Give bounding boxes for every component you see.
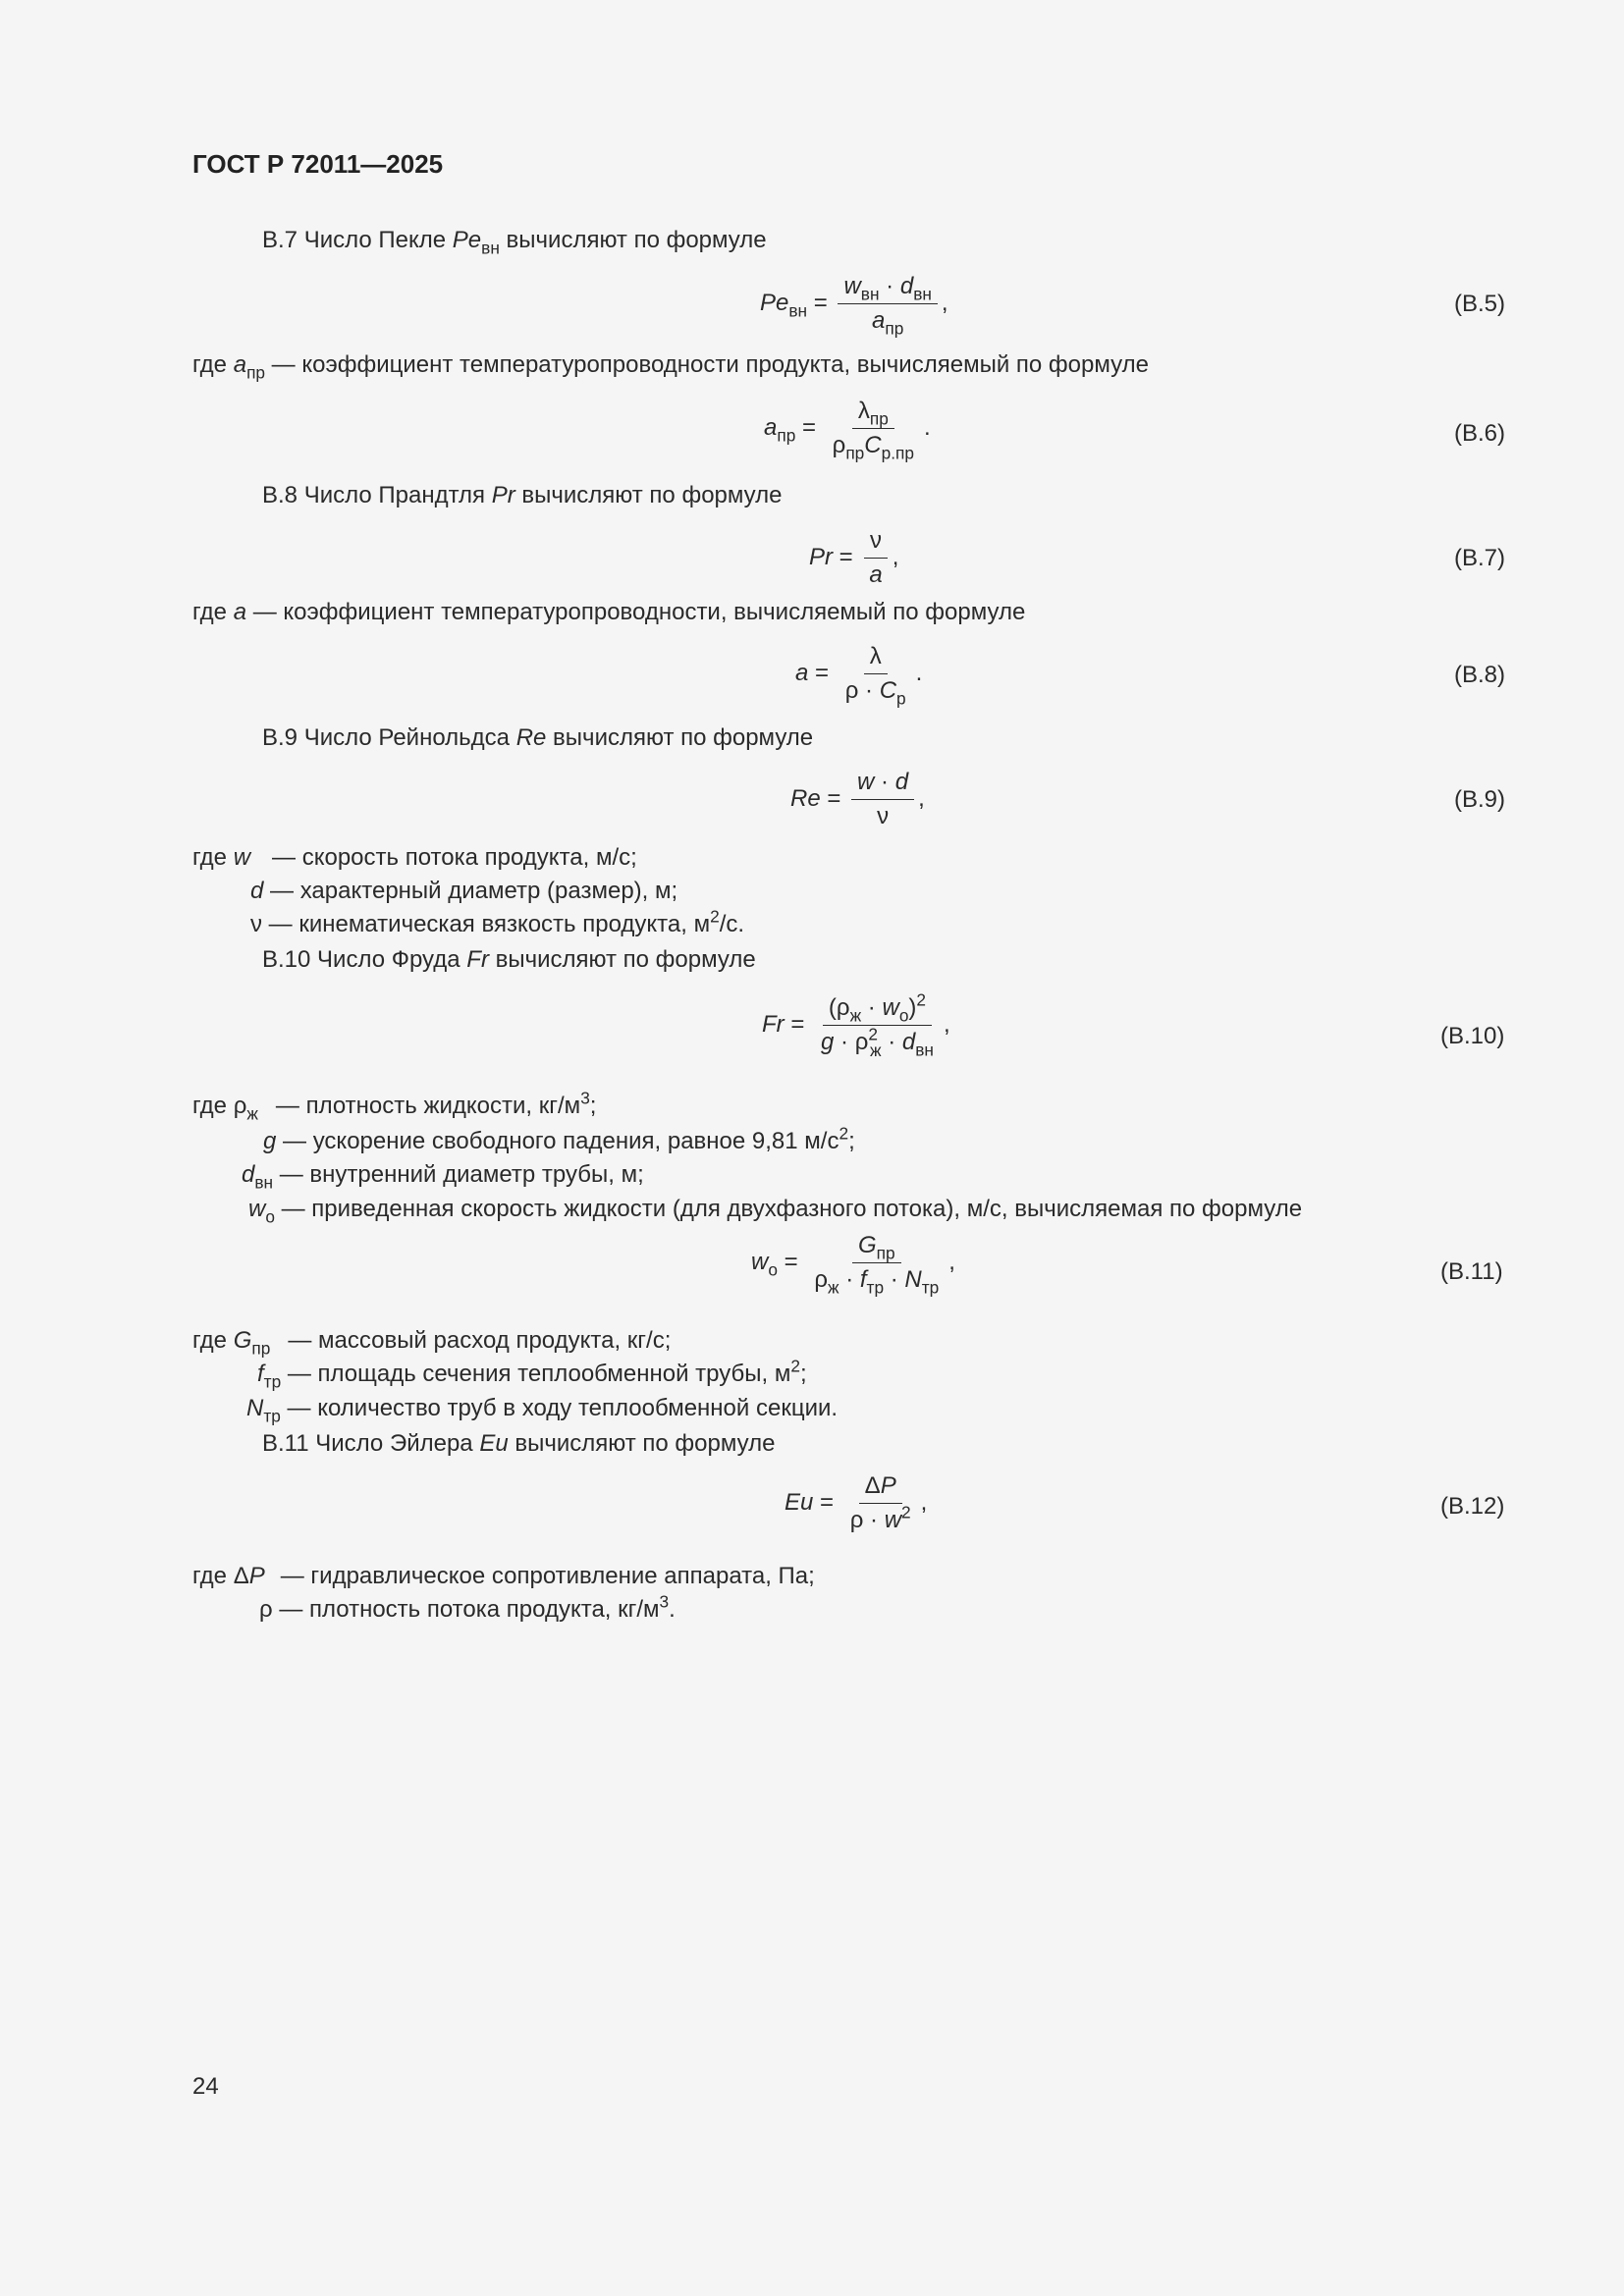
- where-wo-item-3: $N_{тр}$ — количество труб в ходу теплообменной секции.: [246, 1395, 839, 1426]
- formula-number-b9: (В.9): [1454, 786, 1506, 813]
- where-fr-item-2: g — ускорение свободного падения, равное 9,81 $м/с^2$;: [263, 1123, 855, 1154]
- where-eu-item-1: где ΔP — гидравлическое сопротивление аппарата, Па;: [192, 1563, 815, 1589]
- section-b10-intro: В.10 Число Фруда Fr вычисляют по формуле: [262, 946, 756, 973]
- formula-b9: Re = $\frac{w \cdot d}{\nu}$ ,: [790, 769, 925, 829]
- section-b7-intro: В.7 Число Пекле $Pe_{вн}$ вычисляют по формуле: [262, 227, 767, 258]
- formula-number-b6: (В.6): [1454, 420, 1506, 447]
- formula-b7: Pr = $\frac{\nu}{a}$ ,: [809, 527, 899, 588]
- where-eu-item-2: ρ — плотность потока продукта, $кг/м^3$.: [259, 1591, 676, 1623]
- where-wo-item-1: где $G_{пр}$ — массовый расход продукта, кг/с;: [192, 1327, 672, 1359]
- section-b9-intro: В.9 Число Рейнольдса Re вычисляют по формуле: [262, 724, 814, 751]
- page-number: 24: [192, 2073, 219, 2100]
- section-b11-intro: В.11 Число Эйлера Eu вычисляют по формуле: [262, 1430, 776, 1457]
- formula-b5: $Pe_{вн}$ = $\frac{w_{вн} \cdot d_{вн}}{a_{пр}}$ ,: [760, 273, 948, 339]
- formula-b11: $w_о$ = $\frac{G_{пр}}{\rho_ж \cdot f_{тр} \cdot N_{тр}}$ ,: [751, 1232, 955, 1298]
- where-re-item-2: d — характерный диаметр (размер), м;: [250, 878, 678, 904]
- formula-b6: $a_{пр}$ = $\frac{\lambda_{пр}}{\rho_{пр}C_{р.пр}}$ .: [764, 398, 931, 463]
- formula-number-b7: (В.7): [1454, 545, 1506, 571]
- formula-b8: a = $\frac{\lambda}{\rho \cdot C_р}$ .: [795, 643, 923, 709]
- where-a: где a — коэффициент температуропроводности, вычисляемый по формуле: [192, 599, 1026, 625]
- section-b8-intro: В.8 Число Прандтля Pr вычисляют по формуле: [262, 482, 783, 508]
- formula-b12: Eu = $\frac{\Delta P}{\rho \cdot w^2}$ ,: [785, 1472, 928, 1533]
- where-fr-item-1: где $\rho_ж$ — плотность жидкости, $кг/м^3$;: [192, 1088, 597, 1124]
- formula-number-b5: (В.5): [1454, 291, 1506, 317]
- formula-number-b12: (В.12): [1440, 1493, 1505, 1520]
- where-re-item-3: ν — кинематическая вязкость продукта, $м^2/с$.: [250, 906, 745, 937]
- formula-number-b11: (В.11): [1440, 1258, 1503, 1285]
- formula-b10: Fr = $\frac{(\rho_ж \cdot w_о)^2}{g \cdot \rho^2_ж \cdot d_{вн}}$ ,: [762, 989, 950, 1060]
- formula-number-b10: (В.10): [1440, 1023, 1505, 1049]
- where-fr-item-3: $d_{вн}$ — внутренний диаметр трубы, м;: [242, 1161, 644, 1193]
- where-apr: где $a_{пр}$ — коэффициент температуропроводности продукта, вычисляемый по формуле: [192, 351, 1149, 383]
- where-wo-item-2: $f_{тр}$ — площадь сечения теплообменной трубы, $м^2$;: [257, 1356, 807, 1392]
- document-header: ГОСТ Р 72011—2025: [192, 149, 444, 179]
- formula-number-b8: (В.8): [1454, 662, 1506, 688]
- where-re-item-1: где w — скорость потока продукта, м/с;: [192, 844, 637, 871]
- where-fr-item-4: $w_о$ — приведенная скорость жидкости (для двухфазного потока), м/с, вычисляемая по формуле: [248, 1196, 1303, 1227]
